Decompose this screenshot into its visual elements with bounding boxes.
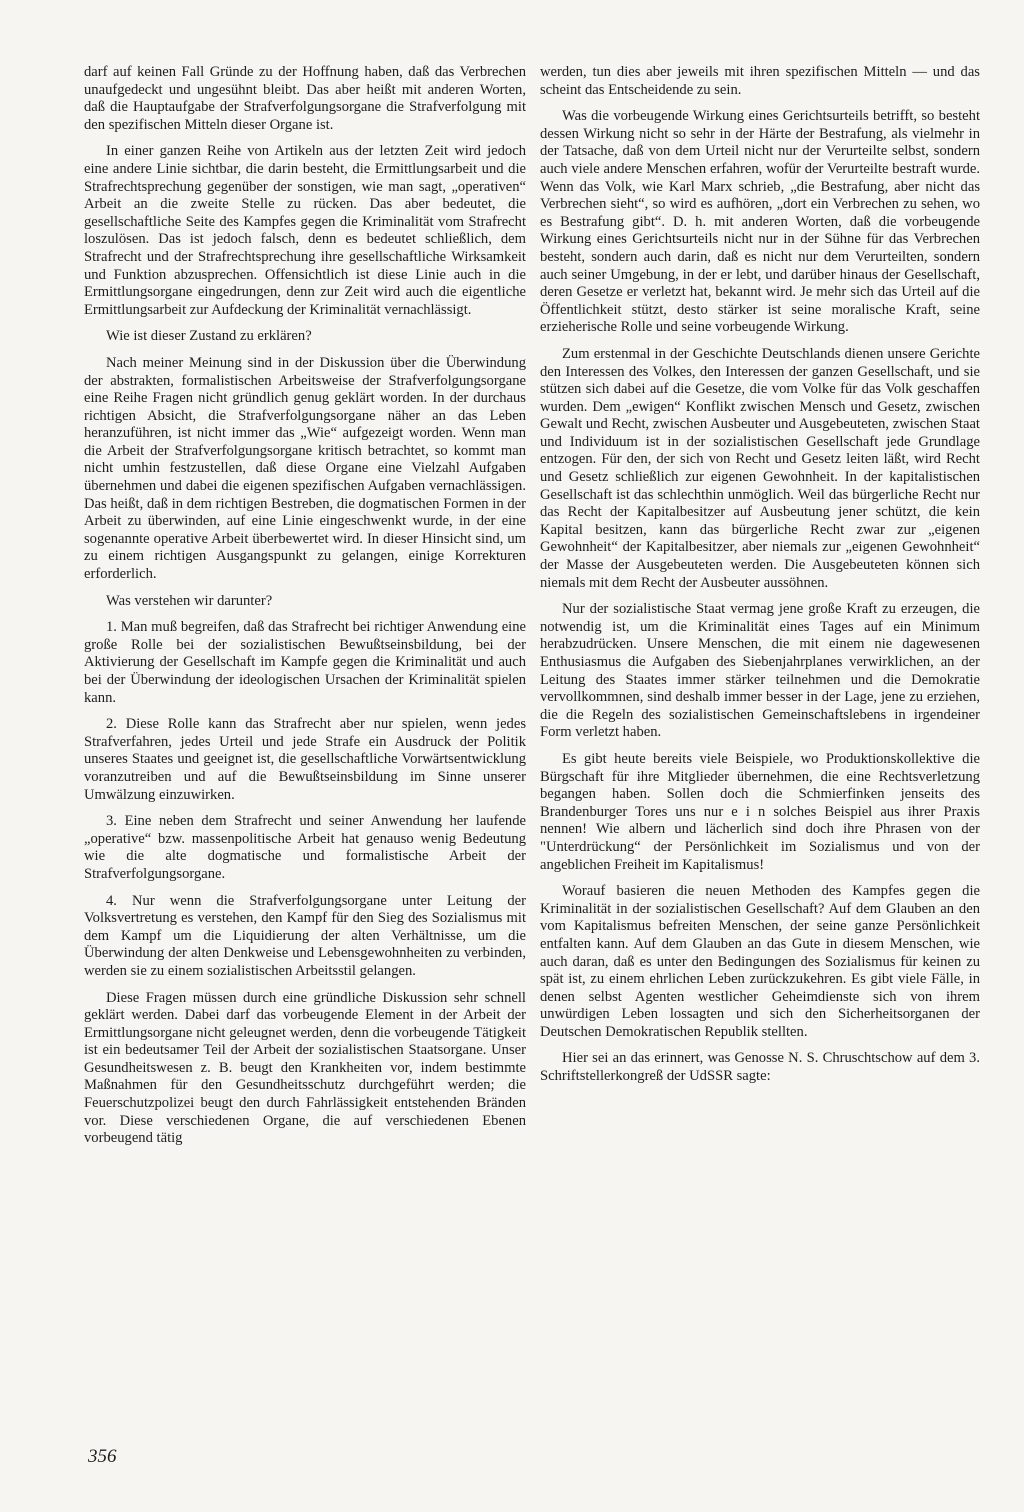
paragraph: darf auf keinen Fall Gründe zu der Hoffnung haben, daß das Verbrechen unaufgedeckt und ungesühnt bleibt. Das aber heißt mit anderen Worten, daß die Hauptaufgabe der Strafverfolgungsorgane die Strafverfolgung mit den spezifischen Mitteln dieser Organe ist. (84, 64, 526, 133)
paragraph: Wie ist dieser Zustand zu erklären? (106, 328, 312, 345)
list-item: 2. Diese Rolle kann das Strafrecht aber nur spielen, wenn jedes Strafverfahren, jedes Urteil und jede Strafe ein Ausdruck der Politik unseres Staates und geeignet ist, die gesellschaftliche Vorwärtsentwicklung voranzutreiben und auf die Bewußtseinsbildung im Sinne unserer Umwälzung einzuwirken. (84, 716, 526, 803)
paragraph: Worauf basieren die neuen Methoden des Kampfes gegen die Kriminalität in der sozialistischen Gesellschaft? Auf dem Glauben an den vom Kapitalismus befreiten Menschen, der seine ganze Persönlichkeit entfalten kann. Auf dem Glauben an das Gute in diesem Menschen, wie auch daran, daß es unter den Bedingungen des Sozialismus für keinen zu spät ist, zu einem ehrlichen Leben zurückzukehren. Es gibt viele Fälle, in denen selbst Agenten westlicher Geheimdienste sich von ihrem unwürdigen Leben lossagten und sich den Sicherheitsorganen der Deutschen Demokratischen Republik stellten. (540, 883, 980, 1040)
paragraph: Nach meiner Meinung sind in der Diskussion über die Überwindung der abstrakten, formalistischen Arbeitsweise der Strafverfolgungsorgane eine Reihe Fragen nicht gründlich genug geklärt worden. In der durchaus richtigen Absicht, die Strafverfolgungsorgane näher an das Leben heranzuführen, ist nicht immer das „Wie“ aufgezeigt worden. Wenn man die Arbeit der Strafverfolgungsorgane kritisch betrachtet, so kommt man nicht umhin festzustellen, daß diese Organe eine Vielzahl Aufgaben übernehmen und dabei die eigenen spezifischen Aufgaben vernachlässigen. Das heißt, daß in dem richtigen Bestreben, die dogmatischen Formen in der Arbeit zu überwinden, auf eine Linie eingeschwenkt wurde, in der eine sogenannte operative Arbeit überbewertet wird. In dieser Hinsicht sind, um zu einem richtigen Ausgangspunkt zu gelangen, einige Korrekturen erforderlich. (84, 354, 526, 583)
list-item: 3. Eine neben dem Strafrecht und seiner Anwendung her laufende „operative“ bzw. massenpolitische Arbeit hat genauso wenig Bedeutung wie die alte dogmatische und formalistische Arbeit der Strafverfolgungsorgane. (84, 813, 526, 882)
right-column (540, 64, 980, 1095)
paragraph: Nur der sozialistische Staat vermag jene große Kraft zu erzeugen, die notwendig ist, um die Kriminalität eines Tages auf ein Minimum herabzudrücken. Unsere Menschen, die mit einem nie dagewesenen Enthusiasmus die Aufgaben des Siebenjahrplanes verwirklichen, an der Leitung des Staates immer stärker teilnehmen und die Demokratie vervollkommnen, sind deshalb immer besser in der Lage, jene zu erziehen, die die Regeln des sozialistischen Gemeinschaftslebens in irgendeiner Form verletzt haben. (540, 601, 980, 741)
list-item: 4. Nur wenn die Strafverfolgungsorgane unter Leitung der Volksvertretung es verstehen, den Kampf für den Sieg des Sozialismus mit dem Kampf um die Liquidierung der alten Verhältnisse, um die Überwindung der alten Denkweise und Lebensgewohnheiten zu verbinden, werden sie zu einem sozialistischen Arbeitsstil gelangen. (84, 892, 526, 979)
paragraph: Was verstehen wir darunter? (106, 592, 273, 609)
paragraph: Es gibt heute bereits viele Beispiele, wo Produktionskollektive die Bürgschaft für ihre Mitglieder übernehmen, die eine Rechtsverletzung begangen haben. Sollen doch die Schmierfinken jenseits des Brandenburger Tores uns nur e i n solches Beispiel aus ihrer Praxis nennen! Wie albern und lächerlich sind doch ihre Phrasen von der "Unterdrückung“ der Persönlichkeit im Sozialismus und von der angeblichen Freiheit im Kapitalismus! (540, 750, 980, 873)
paragraph: In einer ganzen Reihe von Artikeln aus der letzten Zeit wird jedoch eine andere Linie sichtbar, die darin besteht, die Ermittlungsarbeit und die Strafrechtsprechung gegenüber der sonstigen, wie man sagt, „operativen“ Arbeit an die zweite Stelle zu rücken. Das aber bedeutet, die gesellschaftliche Seite des Kampfes gegen die Kriminalität vom Strafrecht loszulösen. Das ist jedoch falsch, denn es bedeutet schließlich, dem Strafrecht und der Strafrechtsprechung ihre gesellschaftliche Wirksamkeit und Funktion abzusprechen. Offensichtlich ist diese Linie auch in die Ermittlungsorgane eingedrungen, denn zur Zeit wird auch die eigentliche Ermittlungsarbeit zur Aufdeckung der Kriminalität vernachlässigt. (84, 143, 526, 318)
paragraph: Was die vorbeugende Wirkung eines Gerichtsurteils betrifft, so besteht dessen Wirkung nicht so sehr in der Härte der Bestrafung, als vielmehr in der Tatsache, daß von dem Urteil nicht nur der Verurteilte selbst, sondern auch viele andere Menschen erfahren, wofür der Verurteilte bestraft wurde. Wenn das Volk, wie Karl Marx schrieb, „die Bestrafung, aber nicht das Verbrechen sieht“, so wird es aufhören, „dort ein Verbrechen zu sehen, wo es Bestrafung gibt“. D. h. mit anderen Worten, daß die vorbeugende Wirkung eines Gerichtsurteils nicht nur in der Sühne für das Verbrechen besteht, sondern auch darin, daß es nicht nur dem Verurteilten, sondern auch seiner Umgebung, in der er lebt, und darüber hinaus der Gesellschaft, deren Gesetze er verletzt hat, bekannt wird. Je mehr sich das Urteil auf die Öffentlichkeit stützt, desto stärker ist seine moralische Kraft, seine erzieherische Rolle und seine vorbeugende Wirkung. (540, 108, 980, 336)
page-number: 356 (88, 1446, 117, 1467)
paragraph: werden, tun dies aber jeweils mit ihren spezifischen Mitteln — und das scheint das Entscheidende zu sein. (540, 64, 980, 98)
paragraph: Hier sei an das erinnert, was Genosse N. S. Chruschtschow auf dem 3. Schriftstellerkongreß der UdSSR sagte: (540, 1050, 980, 1085)
list-item: 1. Man muß begreifen, daß das Strafrecht bei richtiger Anwendung eine große Rolle bei der sozialistischen Bewußtseinsbildung, bei der Aktivierung der Gesellschaft im Kampfe gegen die Kriminalität und auch bei der Überwindung der ideologischen Ursachen der Kriminalität spielen kann. (84, 619, 526, 706)
left-column (84, 64, 526, 1157)
paragraph: Diese Fragen müssen durch eine gründliche Diskussion sehr schnell geklärt werden. Dabei darf das vorbeugende Element in der Arbeit der Ermittlungsorgane nicht geleugnet werden, denn die vorbeugende Tätigkeit ist ein bedeutsamer Teil der Arbeit der sozialistischen Staatsorgane. Unser Gesundheitswesen z. B. beugt den Krankheiten vor, indem bestimmte Maßnahmen für den Gesundheitsschutz durchgeführt werden; die Feuerschutzpolizei beugt den durch Fahrlässigkeit entstehenden Bränden vor. Diese verschiedenen Organe, die auf verschiedenen Ebenen vorbeugend tätig (84, 989, 526, 1147)
paragraph: Zum erstenmal in der Geschichte Deutschlands dienen unsere Gerichte den Interessen des Volkes, den Interessen der ganzen Gesellschaft, und sie stützen sich dabei auf die Gesetze, die vom Volke für das Volk geschaffen wurden. Dem „ewigen“ Konflikt zwischen Mensch und Gesetz, zwischen Gewalt und Recht, zwischen Ausbeuter und Ausgebeuteten, zwischen Staat und Individuum ist in der sozialistischen Gesellschaft jede Grundlage entzogen. Für den, der sich von Recht und Gesetz leiten läßt, wird Recht und Gesetz schließlich zur eigenen Gewohnheit. In der kapitalistischen Gesellschaft ist das schlechthin unmöglich. Weil das bürgerliche Recht nur das Recht der Kapitalbesitzer auf Ausbeutung jener schützt, die kein Kapital besitzen, kann das bürgerliche Recht zwar zur „eigenen Gewohnheit“ der Kapitalbesitzer, aber niemals zur „eigenen Gewohnheit“ der Masse der Ausgebeuteten werden. Die Ausgebeuteten können sich niemals mit dem Recht der Ausbeuter aussöhnen. (540, 345, 980, 591)
